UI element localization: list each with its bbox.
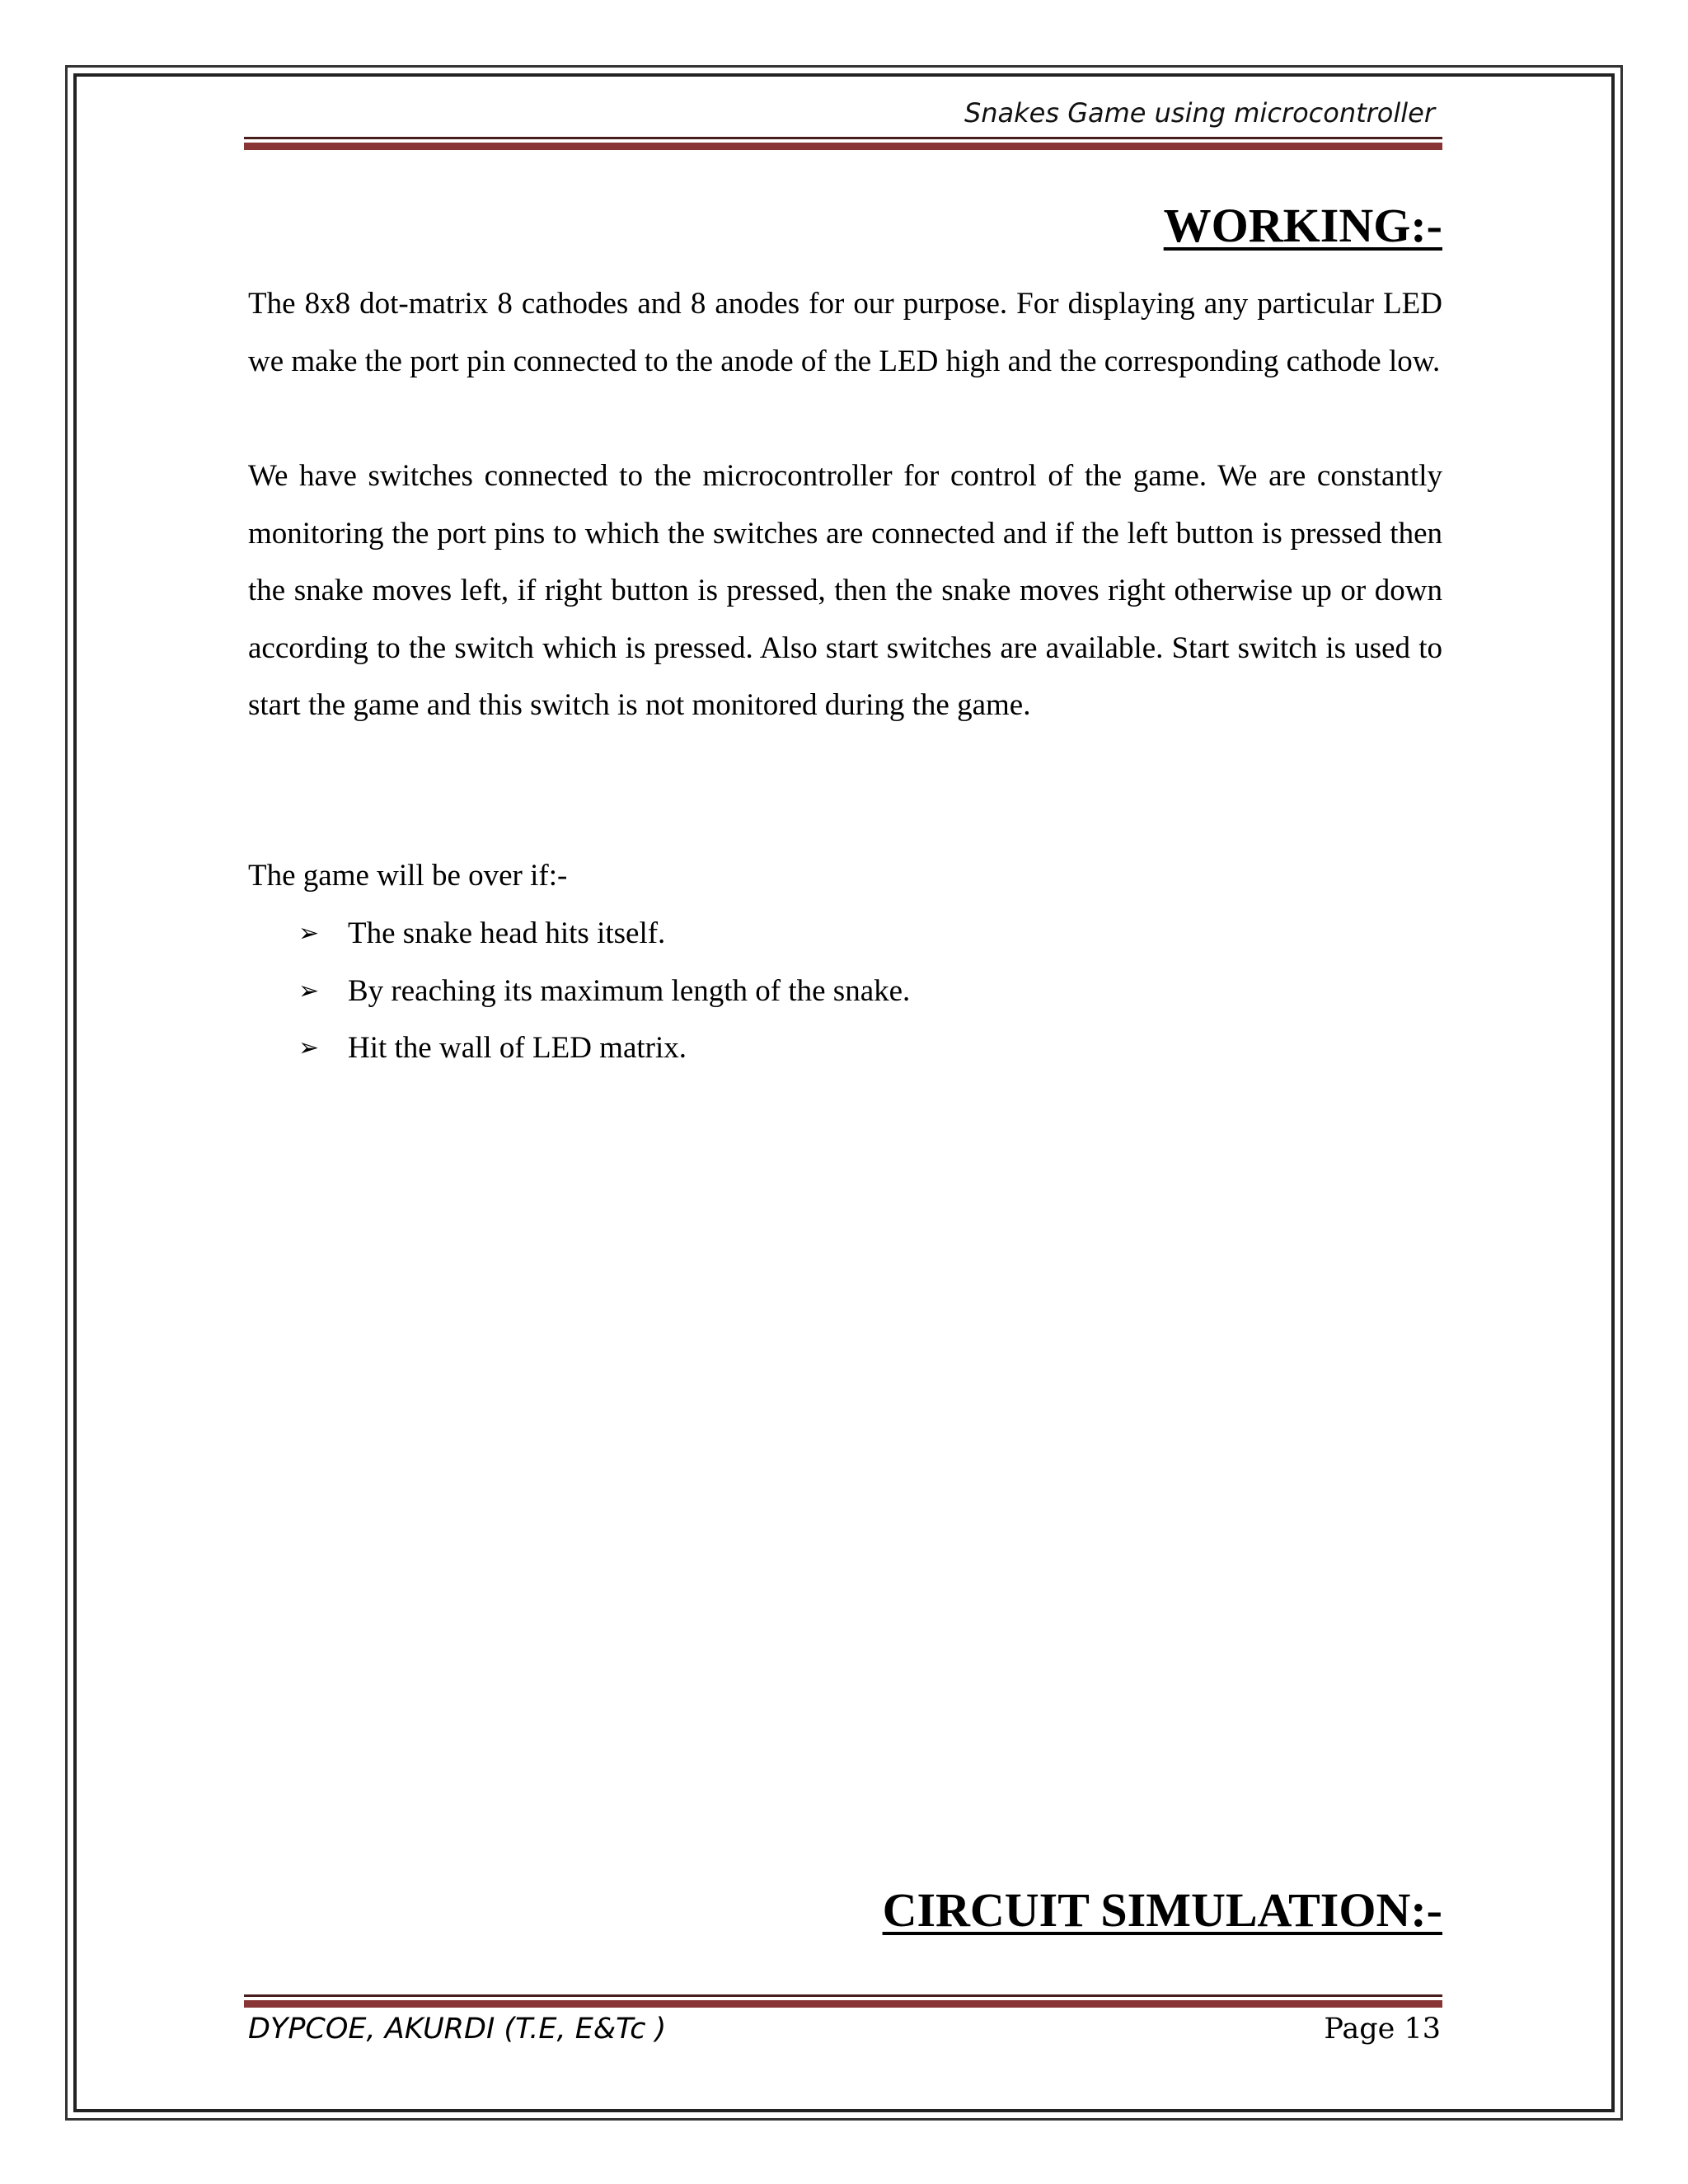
paragraph-dot-matrix: The 8x8 dot-matrix 8 cathodes and 8 anodes for our purpose. For displaying any particular LED we make the port pin connected to the anode of the LED high and the corresponding cathode low.: [248, 287, 1442, 378]
game-over-list: [298, 905, 910, 1077]
list-item: [298, 1019, 910, 1077]
footer-institution: DYPCOE, AKURDI (T.E, E&Tc ): [248, 2013, 667, 2046]
list-item: [298, 905, 910, 963]
footer-rule: [244, 1994, 1442, 2008]
list-item-text: The snake head hits itself.: [348, 916, 666, 950]
running-header: Snakes Game using microcontroller: [964, 97, 1435, 129]
paragraph-switches: We have switches connected to the microcontroller for control of the game. We are constantly monitoring the port pins to which the switches are connected and if the left button is pressed then the snake moves left, if right button is pressed, then the snake moves right otherwise up or down according to the switch which is pressed. Also start switches are available. Start switch is used to start the game and this switch is not monitored during the game.: [248, 459, 1442, 722]
page-number: Page 13: [1324, 2013, 1441, 2046]
arrow-bullet-icon: ➢: [298, 1033, 320, 1062]
paragraph-game-over: The game will be over if:-: [248, 859, 568, 893]
header-rule: [244, 137, 1442, 150]
list-item-text: By reaching its maximum length of the snake.: [348, 973, 911, 1008]
list-item: [298, 963, 910, 1020]
working-heading: WORKING:-: [1163, 199, 1442, 252]
list-item-text: Hit the wall of LED matrix.: [348, 1031, 687, 1065]
arrow-bullet-icon: ➢: [298, 976, 320, 1005]
circuit-simulation-heading: CIRCUIT SIMULATION:-: [882, 1883, 1442, 1937]
arrow-bullet-icon: ➢: [298, 919, 320, 948]
